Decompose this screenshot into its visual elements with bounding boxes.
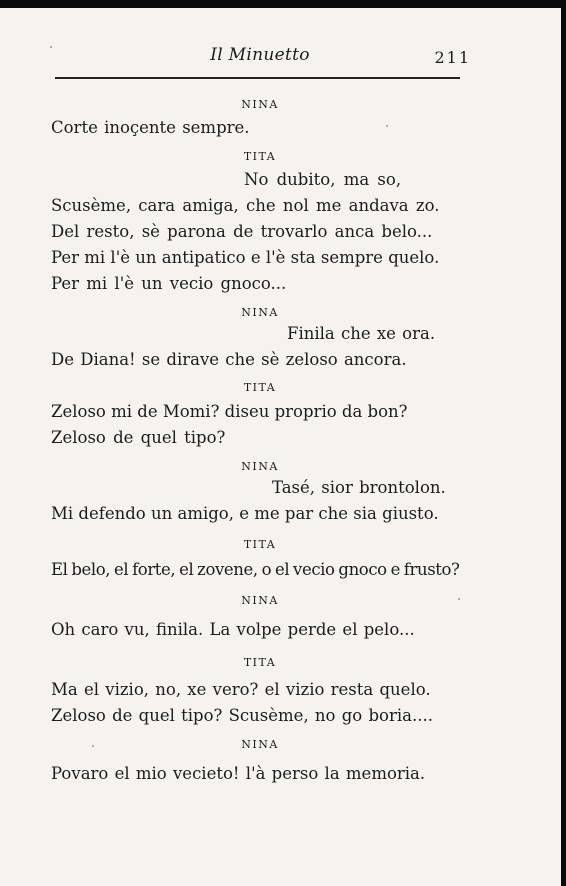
book-page	[0, 8, 561, 886]
verse-line: Mi defendo un amigo, e me par che sia giusto.	[51, 504, 439, 523]
speaker-label: TITA	[243, 381, 277, 394]
speaker-label: NINA	[241, 738, 279, 751]
verse-line: Tasé, sior brontolon.	[272, 478, 446, 497]
speaker-label: TITA	[243, 538, 277, 551]
verse-line: Zeloso de quel tipo? Scusème, no go boria....	[51, 706, 433, 725]
running-title: Il Minuetto	[210, 45, 310, 65]
verse-line: Del resto, sè parona de trovarlo anca belo...	[51, 222, 433, 241]
verse-line: Zeloso mi de Momi? diseu proprio da bon?	[51, 402, 408, 421]
speaker-label: TITA	[243, 150, 277, 163]
verse-line: Povaro el mio vecieto! l'à perso la memoria.	[51, 764, 426, 783]
paper-speck	[458, 598, 460, 600]
verse-line: El belo, el forte, el zovene, o el vecio gnoco e frusto?	[51, 560, 460, 579]
verse-line: Scusème, cara amiga, che nol me andava zo.	[51, 196, 440, 215]
speaker-label: NINA	[241, 460, 279, 473]
verse-line: No dubito, ma so,	[244, 170, 402, 189]
speaker-label: NINA	[241, 594, 279, 607]
header-rule	[55, 77, 460, 79]
speaker-label: NINA	[241, 306, 279, 319]
verse-line: Corte inoçente sempre.	[51, 118, 250, 137]
paper-speck	[386, 125, 388, 127]
verse-line: Finila che xe ora.	[287, 324, 436, 343]
paper-speck	[50, 46, 52, 48]
paper-speck	[92, 745, 94, 747]
verse-line: Oh caro vu, finila. La volpe perde el pelo...	[51, 620, 415, 639]
speaker-label: NINA	[241, 98, 279, 111]
verse-line: Per mi l'è un antipatico e l'è sta sempre quelo.	[51, 248, 440, 267]
verse-line: Ma el vizio, no, xe vero? el vizio resta quelo.	[51, 680, 431, 699]
verse-line: Zeloso de quel tipo?	[51, 428, 226, 447]
verse-line: Per mi l'è un vecio gnoco...	[51, 274, 287, 293]
speaker-label: TITA	[243, 656, 277, 669]
verse-line: De Diana! se dirave che sè zeloso ancora.	[51, 350, 407, 369]
page-number: 211	[434, 48, 471, 67]
